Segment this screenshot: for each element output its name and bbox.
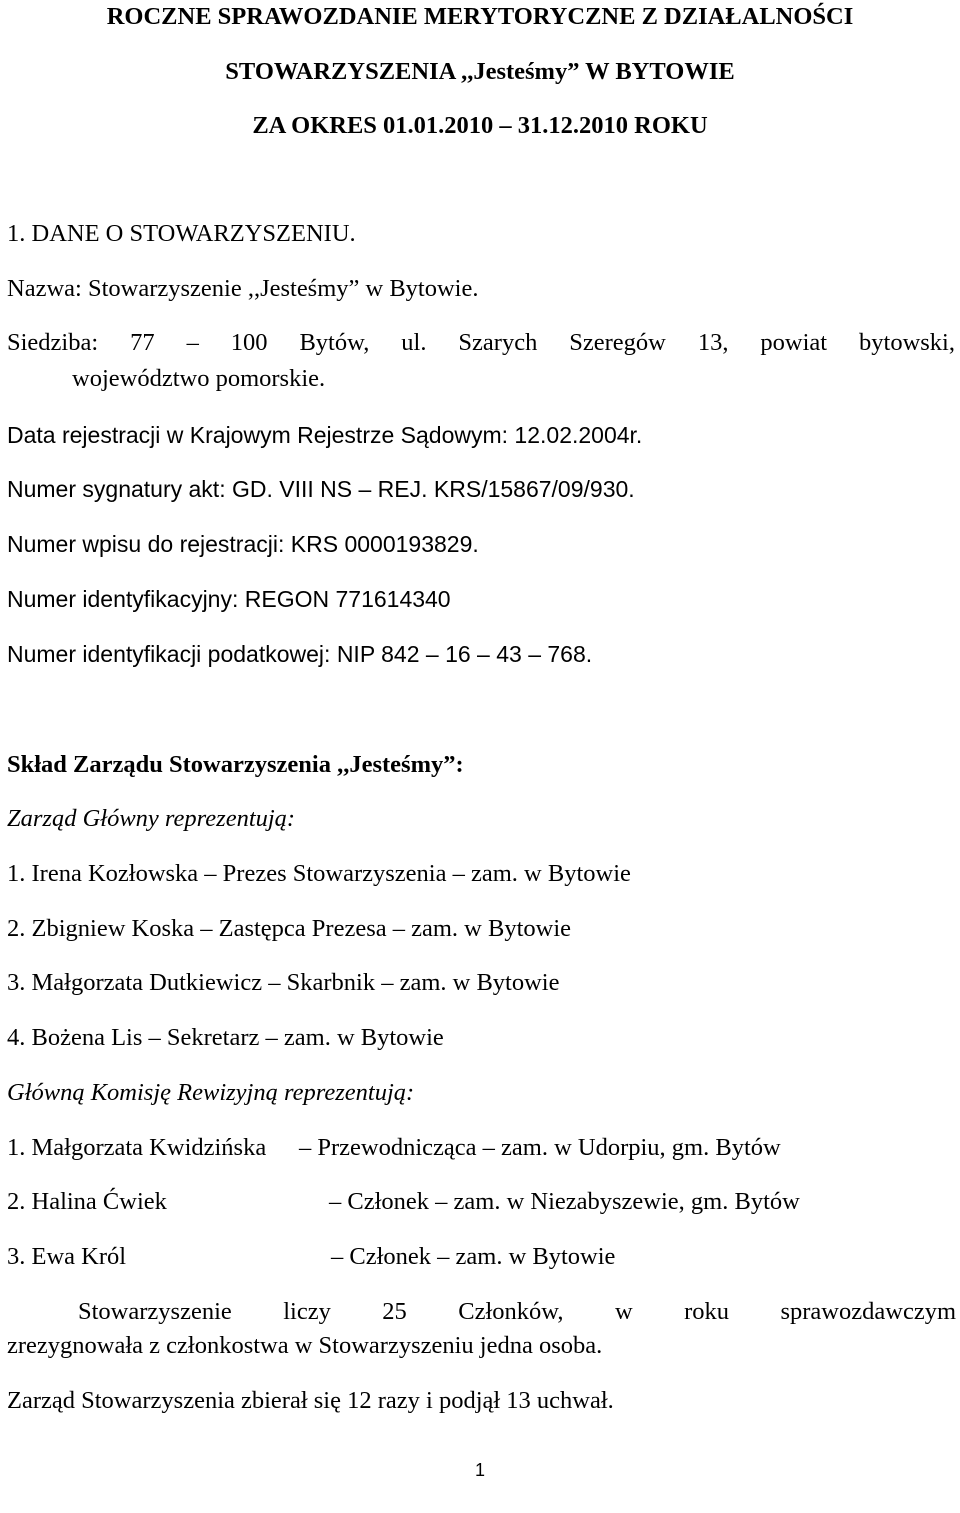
board-heading: Skład Zarządu Stowarzyszenia ,,Jesteśmy”:	[7, 751, 464, 778]
board-member: 1. Irena Kozłowska – Prezes Stowarzyszenia – zam. w Bytowie	[7, 860, 631, 887]
membership-summary-line-2: zrezygnowała z członkostwa w Stowarzyszeniu jedna osoba.	[7, 1332, 603, 1359]
main-board-label: Zarząd Główny reprezentują:	[7, 805, 296, 832]
audit-member-name: 3. Ewa Król	[7, 1243, 127, 1270]
audit-member-role: – Przewodnicząca – zam. w Udorpiu, gm. Bytów	[299, 1134, 781, 1161]
audit-member-role: – Członek – zam. w Bytowie	[331, 1243, 616, 1270]
board-member: 2. Zbigniew Koska – Zastępca Prezesa – zam. w Bytowie	[7, 915, 572, 942]
association-seat-line-2: województwo pomorskie.	[72, 365, 326, 392]
section-1-heading: 1. DANE O STOWARZYSZENIU.	[7, 220, 356, 247]
audit-member-name: 1. Małgorzata Kwidzińska	[7, 1134, 267, 1161]
association-seat-line-1: Siedziba: 77 – 100 Bytów, ul. Szarych Szeregów 13, powiat bytowski,	[7, 329, 955, 356]
krs-number: Numer wpisu do rejestracji: KRS 0000193829.	[7, 531, 479, 557]
report-title-line-1: ROCZNE SPRAWOZDANIE MERYTORYCZNE Z DZIAŁALNOŚCI	[106, 3, 854, 30]
audit-committee-label: Główną Komisję Rewizyjną reprezentują:	[7, 1079, 415, 1106]
page-number: 1	[474, 1460, 485, 1480]
meetings-summary: Zarząd Stowarzyszenia zbierał się 12 razy i podjął 13 uchwał.	[7, 1387, 614, 1414]
report-title-line-3: ZA OKRES 01.01.2010 – 31.12.2010 ROKU	[252, 112, 708, 139]
case-file-number: Numer sygnatury akt: GD. VIII NS – REJ. KRS/15867/09/930.	[7, 476, 635, 502]
membership-summary-line-1: Stowarzyszenie liczy 25 Członków, w roku sprawozdawczym	[78, 1298, 956, 1325]
board-member: 4. Bożena Lis – Sekretarz – zam. w Bytowie	[7, 1024, 444, 1051]
registration-date: Data rejestracji w Krajowym Rejestrze Sądowym: 12.02.2004r.	[7, 422, 643, 448]
audit-member-name: 2. Halina Ćwiek	[7, 1188, 167, 1215]
report-title-line-2: STOWARZYSZENIA ,,Jesteśmy” W BYTOWIE	[225, 58, 735, 85]
nip-number: Numer identyfikacji podatkowej: NIP 842 – 16 – 43 – 768.	[7, 641, 593, 667]
audit-member-role: – Członek – zam. w Niezabyszewie, gm. Bytów	[329, 1188, 800, 1215]
regon-number: Numer identyfikacyjny: REGON 771614340	[7, 586, 451, 612]
board-member: 3. Małgorzata Dutkiewicz – Skarbnik – zam. w Bytowie	[7, 969, 560, 996]
association-name: Nazwa: Stowarzyszenie ,,Jesteśmy” w Bytowie.	[7, 275, 479, 302]
